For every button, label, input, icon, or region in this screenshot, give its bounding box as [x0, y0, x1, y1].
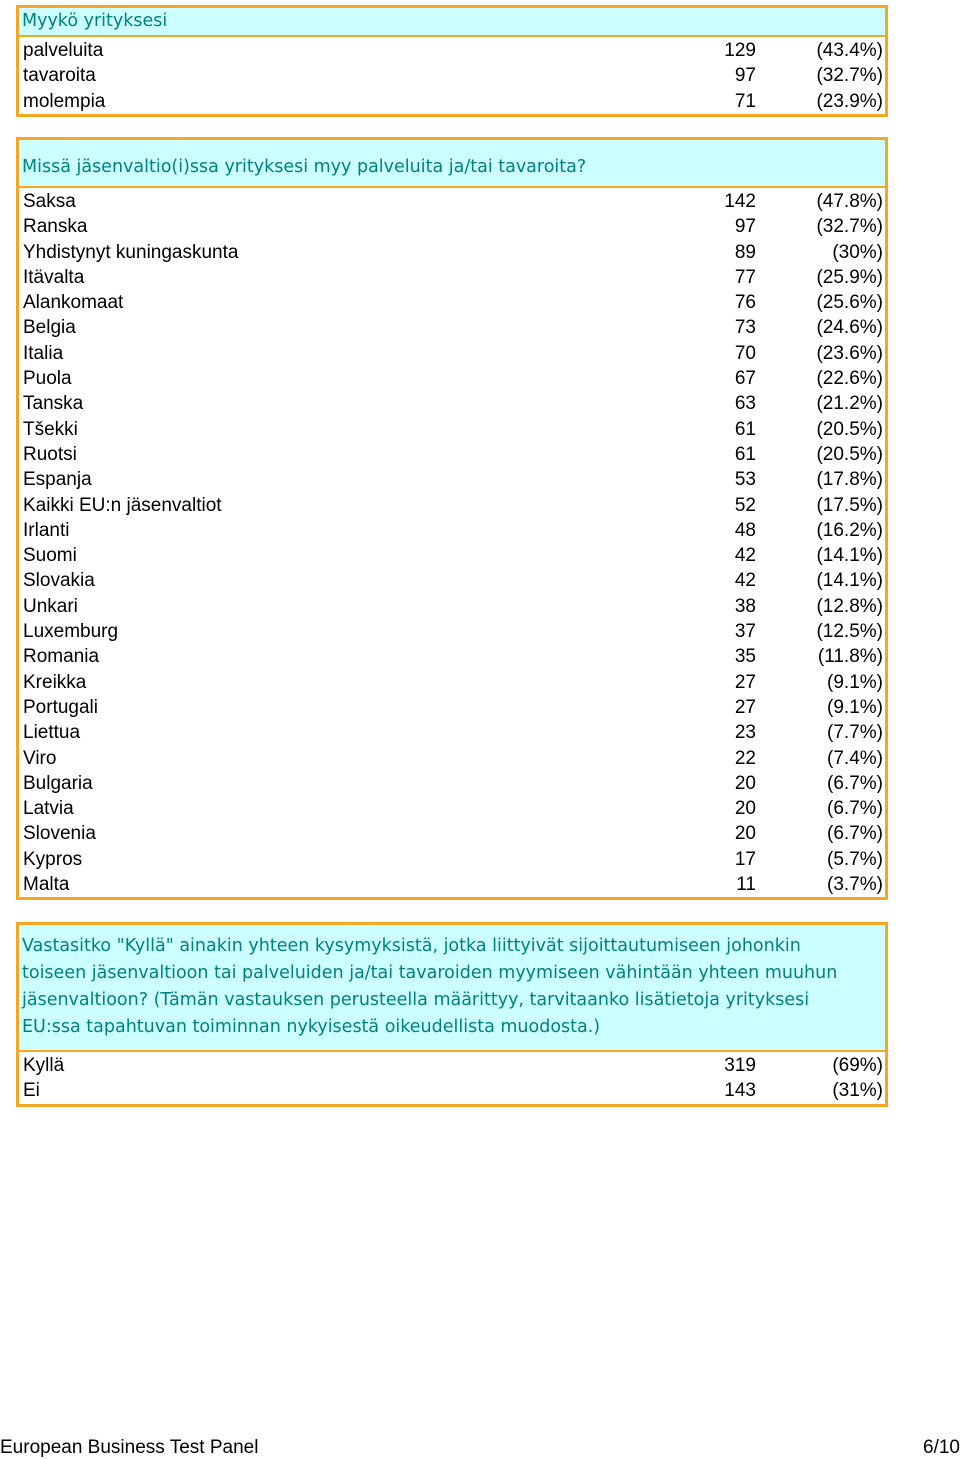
answer-label: Kypros [23, 848, 83, 870]
answer-label: Ruotsi [23, 443, 77, 465]
answer-row [19, 417, 885, 442]
answer-count: 38 [734, 595, 756, 617]
answer-label: Italia [23, 342, 64, 364]
answer-percent: (43.4%) [816, 40, 883, 61]
answer-count: 67 [734, 368, 756, 390]
answer-count: 97 [734, 65, 756, 87]
answer-label: Yhdistynyt kuningaskunta [23, 241, 239, 263]
answer-percent: (6.7%) [827, 798, 883, 820]
question-text: Missä jäsenvaltio(i)ssa yrityksesi myy palveluita ja/tai tavaroita? [22, 157, 587, 177]
answer-count: 42 [734, 570, 756, 592]
answer-row [19, 1078, 885, 1103]
section-1 [16, 5, 888, 117]
answer-row [19, 391, 885, 416]
answer-row [19, 467, 885, 492]
answer-count: 22 [734, 747, 756, 769]
answer-label: Unkari [23, 595, 78, 617]
answer-percent: (32.7%) [816, 216, 883, 238]
answer-row [19, 746, 885, 771]
answer-percent: (5.7%) [827, 848, 883, 870]
answer-row [19, 695, 885, 720]
answer-percent: (32.7%) [816, 65, 883, 87]
answer-row [19, 366, 885, 391]
answer-row [19, 265, 885, 290]
answer-label: Slovenia [23, 823, 96, 845]
answer-row [19, 442, 885, 467]
answer-percent: (7.4%) [827, 747, 883, 769]
answer-percent: (3.7%) [827, 874, 883, 896]
answer-label: Liettua [23, 722, 81, 744]
answer-row [19, 493, 885, 518]
answer-row [19, 644, 885, 669]
answer-label: Tšekki [23, 418, 78, 440]
answer-label: Tanska [23, 393, 84, 415]
answer-count: 20 [734, 772, 756, 794]
question-header [19, 140, 885, 188]
answer-count: 20 [734, 823, 756, 845]
answer-count: 11 [736, 874, 756, 896]
answer-label: Latvia [23, 798, 74, 820]
answer-percent: (23.9%) [816, 90, 883, 112]
question-line: jäsenvaltioon? (Tämän vastauksen perusteella määrittyy, tarvitaanko lisätietoja yrityksesi [22, 990, 810, 1010]
answer-count: 142 [724, 191, 756, 212]
answer-percent: (25.9%) [816, 266, 883, 288]
answer-percent: (14.1%) [816, 570, 883, 592]
answer-percent: (24.6%) [816, 317, 883, 339]
answer-label: Viro [23, 747, 57, 769]
answer-percent: (12.8%) [816, 595, 883, 617]
answer-percent: (22.6%) [816, 368, 883, 390]
answer-label: Kyllä [23, 1055, 65, 1076]
question-text: Myykö yrityksesi [22, 11, 168, 31]
page-footer [0, 1436, 960, 1460]
answer-label: palveluita [23, 40, 104, 61]
answer-label: Luxemburg [23, 621, 119, 643]
section-2 [16, 137, 888, 900]
answer-percent: (9.1%) [827, 696, 883, 718]
answer-row [19, 670, 885, 695]
answer-label: tavaroita [23, 65, 96, 87]
answer-percent: (31%) [832, 1080, 883, 1102]
answer-count: 61 [734, 443, 756, 465]
answer-row [19, 1053, 885, 1078]
answer-count: 63 [734, 393, 756, 415]
answer-count: 17 [734, 848, 756, 870]
answer-row [19, 821, 885, 846]
answer-count: 53 [734, 469, 756, 491]
footer-title: European Business Test Panel [0, 1437, 259, 1458]
answer-percent: (11.8%) [817, 646, 883, 668]
answer-label: Suomi [23, 545, 77, 567]
answer-label: Espanja [23, 469, 92, 491]
answer-percent: (9.1%) [827, 671, 883, 693]
answer-count: 71 [734, 90, 756, 112]
answer-row [19, 771, 885, 796]
answer-count: 23 [734, 722, 756, 744]
answer-label: Slovakia [23, 570, 95, 592]
answer-row [19, 189, 885, 214]
question-line: Vastasitko "Kyllä" ainakin yhteen kysymyksistä, jotka liittyivät sijoittautumiseen johonkin [22, 936, 801, 956]
answer-percent: (16.2%) [816, 519, 883, 541]
answer-percent: (20.5%) [816, 443, 883, 465]
answer-row [19, 619, 885, 644]
answer-percent: (69%) [832, 1055, 883, 1076]
answer-list [19, 1052, 885, 1104]
answer-label: Romania [23, 646, 100, 668]
answer-count: 319 [724, 1055, 756, 1076]
answer-count: 89 [734, 241, 756, 263]
answer-row [19, 89, 885, 114]
answer-label: Bulgaria [23, 772, 93, 794]
answer-percent: (21.2%) [816, 393, 883, 415]
question-header [19, 8, 885, 37]
answer-row [19, 341, 885, 366]
answer-percent: (47.8%) [816, 191, 883, 212]
answer-count: 52 [734, 494, 756, 516]
answer-count: 143 [724, 1080, 756, 1102]
answer-label: Kaikki EU:n jäsenvaltiot [23, 494, 222, 516]
answer-label: Saksa [23, 191, 76, 212]
answer-list [19, 37, 885, 114]
answer-label: Itävalta [23, 266, 85, 288]
answer-label: Puola [23, 368, 72, 390]
answer-row [19, 315, 885, 340]
answer-row [19, 594, 885, 619]
answer-list [19, 188, 885, 897]
question-header [19, 925, 885, 1052]
answer-label: molempia [23, 90, 106, 112]
answer-row [19, 872, 885, 897]
answer-row [19, 240, 885, 265]
page-number: 6/10 [923, 1437, 960, 1458]
answer-count: 77 [734, 266, 756, 288]
answer-percent: (23.6%) [816, 342, 883, 364]
answer-count: 73 [734, 317, 756, 339]
answer-percent: (7.7%) [827, 722, 883, 744]
answer-row [19, 290, 885, 315]
answer-percent: (30%) [832, 241, 883, 263]
answer-label: Kreikka [23, 671, 87, 693]
answer-count: 27 [734, 696, 756, 718]
answer-percent: (6.7%) [827, 772, 883, 794]
answer-count: 97 [734, 216, 756, 238]
answer-count: 20 [734, 798, 756, 820]
section-3 [16, 922, 888, 1107]
answer-label: Malta [23, 874, 70, 896]
answer-row [19, 568, 885, 593]
answer-label: Alankomaat [23, 292, 124, 314]
answer-percent: (25.6%) [816, 292, 883, 314]
answer-percent: (17.8%) [816, 469, 883, 491]
answer-row [19, 796, 885, 821]
answer-row [19, 518, 885, 543]
answer-label: Irlanti [23, 519, 70, 541]
answer-row [19, 38, 885, 63]
answer-label: Ranska [23, 216, 88, 238]
answer-count: 76 [734, 292, 756, 314]
answer-count: 48 [734, 519, 756, 541]
answer-row [19, 214, 885, 239]
answer-row [19, 543, 885, 568]
answer-count: 35 [734, 646, 756, 668]
answer-percent: (12.5%) [816, 621, 883, 643]
answer-count: 70 [734, 342, 756, 364]
question-line: toiseen jäsenvaltioon tai palveluiden ja/tai tavaroiden myymiseen vähintään yhteen muuhun [22, 963, 838, 983]
answer-percent: (14.1%) [816, 545, 883, 567]
answer-label: Portugali [23, 696, 98, 718]
answer-row [19, 847, 885, 872]
answer-percent: (6.7%) [827, 823, 883, 845]
answer-count: 42 [734, 545, 756, 567]
answer-row [19, 720, 885, 745]
question-line: EU:ssa tapahtuvan toiminnan nykyisestä oikeudellista muodosta.) [22, 1017, 601, 1037]
answer-label: Belgia [23, 317, 76, 339]
answer-count: 129 [724, 40, 756, 61]
answer-percent: (17.5%) [816, 494, 883, 516]
answer-label: Ei [23, 1080, 40, 1102]
answer-count: 27 [734, 671, 756, 693]
answer-row [19, 63, 885, 88]
answer-count: 37 [734, 621, 756, 643]
answer-count: 61 [734, 418, 756, 440]
answer-percent: (20.5%) [816, 418, 883, 440]
